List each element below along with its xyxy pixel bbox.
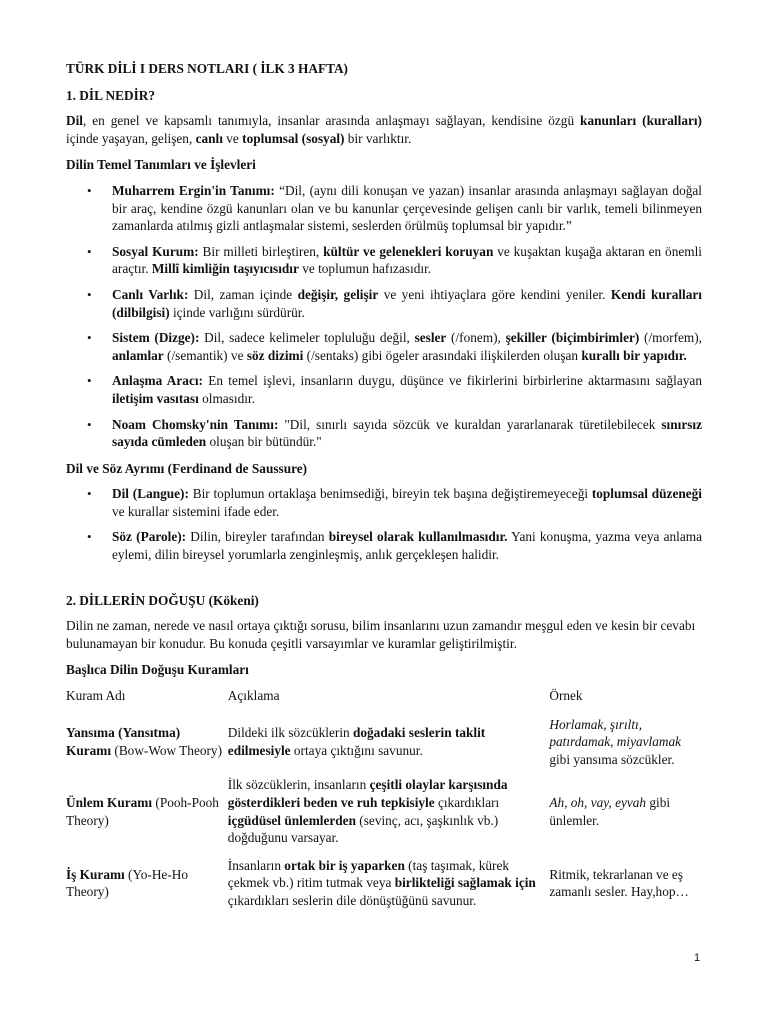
list-item: • Muharrem Ergin'in Tanımı: “Dil, (aynı dili konuşan ve yazan) insanlar arasında anlaşmayı sağlayan doğal bir araç, kendine özgü kanunları olan ve bu kanunlar çerçevesinde gelişen canlı bir varlık, temeli bilinmeyen zamanlarda atılmış gizli antlaşmalar sistemi, seslerden örülmüş toplumsal bir yapıdır.” <box>87 182 702 234</box>
section2-heading: 2. DİLLERİN DOĞUŞU (Kökeni) <box>66 592 259 608</box>
list-item: • Anlaşma Aracı: En temel işlevi, insanların duygu, düşünce ve fikirlerini birbirlerine aktarmasını sağlayan iletişim vasıtası olmasıdır. <box>87 373 702 406</box>
list-item: • Söz (Parole): Dilin, bireyler tarafından bireysel olarak kullanılmasıdır. Yani konuşma, yazma veya anlama eylemi, dilin bireysel yorumlarla zenginleşmiş, anlık gerçekleşen halidir. <box>87 529 702 563</box>
section2-intro: Dilin ne zaman, nerede ve nasıl ortaya çıktığı sorusu, bilim insanlarını uzun zamandır meşgul eden ve kesin bir cevabı bulunamayan bir konudur. Bu konuda çeşitli varsayımlar ve kuramlar geliştirilmiştir. <box>66 618 696 651</box>
document-title: TÜRK DİLİ I DERS NOTLARI ( İLK 3 HAFTA) <box>66 61 348 76</box>
bullet-icon: • <box>87 243 92 259</box>
definitions-list <box>66 182 702 451</box>
bullet-icon: • <box>87 486 92 502</box>
definitions-subheading: Dilin Temel Tanımları ve İşlevleri <box>66 157 256 173</box>
theory-name-cell: Yansıma (Yansıtma) Kuramı (Bow-Wow Theory) <box>66 725 223 759</box>
list-item: • Sosyal Kurum: Bir milleti birleştiren, kültür ve gelenekleri koruyan ve kuşaktan kuşağa aktaran en önemli araçtır. Millî kimliğin taşıyıcısıdır ve toplumun hafızasıdır. <box>87 243 702 277</box>
theory-description-cell: İlk sözcüklerin, insanların çeşitli olaylar karşısında gösterdikleri beden ve ruh tepkisiyle çıkardıkları içgüdüsel ünlemlerden (sevinç, acı, şaşkınlık vb.) doğduğunu varsayar. <box>227 777 508 846</box>
theories-table <box>66 687 702 910</box>
column-header: Kuram Adı <box>66 688 126 704</box>
bullet-icon: • <box>87 529 92 545</box>
document-page <box>66 60 702 910</box>
langue-parole-subheading: Dil ve Söz Ayrımı (Ferdinand de Saussure) <box>66 460 308 476</box>
table-row <box>66 716 702 777</box>
table-row <box>66 776 702 856</box>
list-item: • Sistem (Dizge): Dil, sadece kelimeler topluluğu değil, sesler (/fonem), şekiller (biçimbirimler) (/morfem), anlamlar (/semantik) ve söz dizimi (/sentaks) gibi ögeler arasındaki ilişkilerden oluşan kurallı bir yapıdır. <box>87 330 702 363</box>
bullet-icon: • <box>87 373 92 389</box>
page-number: 1 <box>694 952 701 964</box>
list-item: • Dil (Langue): Bir toplumun ortaklaşa benimsediği, bireyin tek başına değiştiremeyeceği toplumsal düzeneği ve kurallar sistemini ifade eder. <box>87 486 702 519</box>
theory-example-cell: Ritmik, tekrarlanan ve eş zamanlı sesler. Hay,hop… <box>549 866 689 900</box>
bullet-icon: • <box>87 416 92 432</box>
section1-intro: Dil, en genel ve kapsamlı tanımıyla, insanlar arasında anlaşmayı sağlayan, kendisine özgü kanunları (kuralları) içinde yaşayan, gelişen, canlı ve toplumsal (sosyal) bir varlıktır. <box>66 113 702 146</box>
theory-description-cell: Dildeki ilk sözcüklerin doğadaki seslerin taklit edilmesiyle ortaya çıktığını savunur. <box>227 725 486 759</box>
langue-parole-list <box>66 485 702 563</box>
bullet-icon: • <box>87 286 92 302</box>
list-item: • Canlı Varlık: Dil, zaman içinde değişir, gelişir ve yeni ihtiyaçlara göre kendini yeniler. Kendi kuralları (dilbilgisi) içinde varlığını sürdürür. <box>87 286 702 320</box>
theory-description-cell: İnsanların ortak bir iş yaparken (taş taşımak, kürek çekmek vb.) ritim tutmak veya birlikteliği sağlamak için çıkardıkları seslerin dile dönüştüğünü savunur. <box>227 857 536 908</box>
column-header: Açıklama <box>227 688 280 704</box>
bullet-icon: • <box>87 182 92 198</box>
list-item: • Noam Chomsky'nin Tanımı: "Dil, sınırlı sayıda sözcük ve kuraldan yararlanarak türetilebilecek sınırsız sayıda cümleden oluşan bir bütündür." <box>87 416 702 450</box>
theory-name-cell: İş Kuramı (Yo-He-Ho Theory) <box>66 866 189 900</box>
table-row <box>66 857 702 910</box>
theories-subheading: Başlıca Dilin Doğuşu Kuramları <box>66 662 249 678</box>
theory-name-cell: Ünlem Kuramı (Pooh-Pooh Theory) <box>66 795 219 828</box>
column-header: Örnek <box>549 688 583 704</box>
theory-example-cell: Ah, oh, vay, eyvah gibi ünlemler. <box>549 795 671 828</box>
theory-example-cell: Horlamak, şırıltı, patırdamak, miyavlamak gibi yansıma sözcükler. <box>549 716 682 767</box>
bullet-icon: • <box>87 330 92 346</box>
table-header-row <box>66 687 702 716</box>
section1-heading: 1. DİL NEDİR? <box>66 87 156 103</box>
